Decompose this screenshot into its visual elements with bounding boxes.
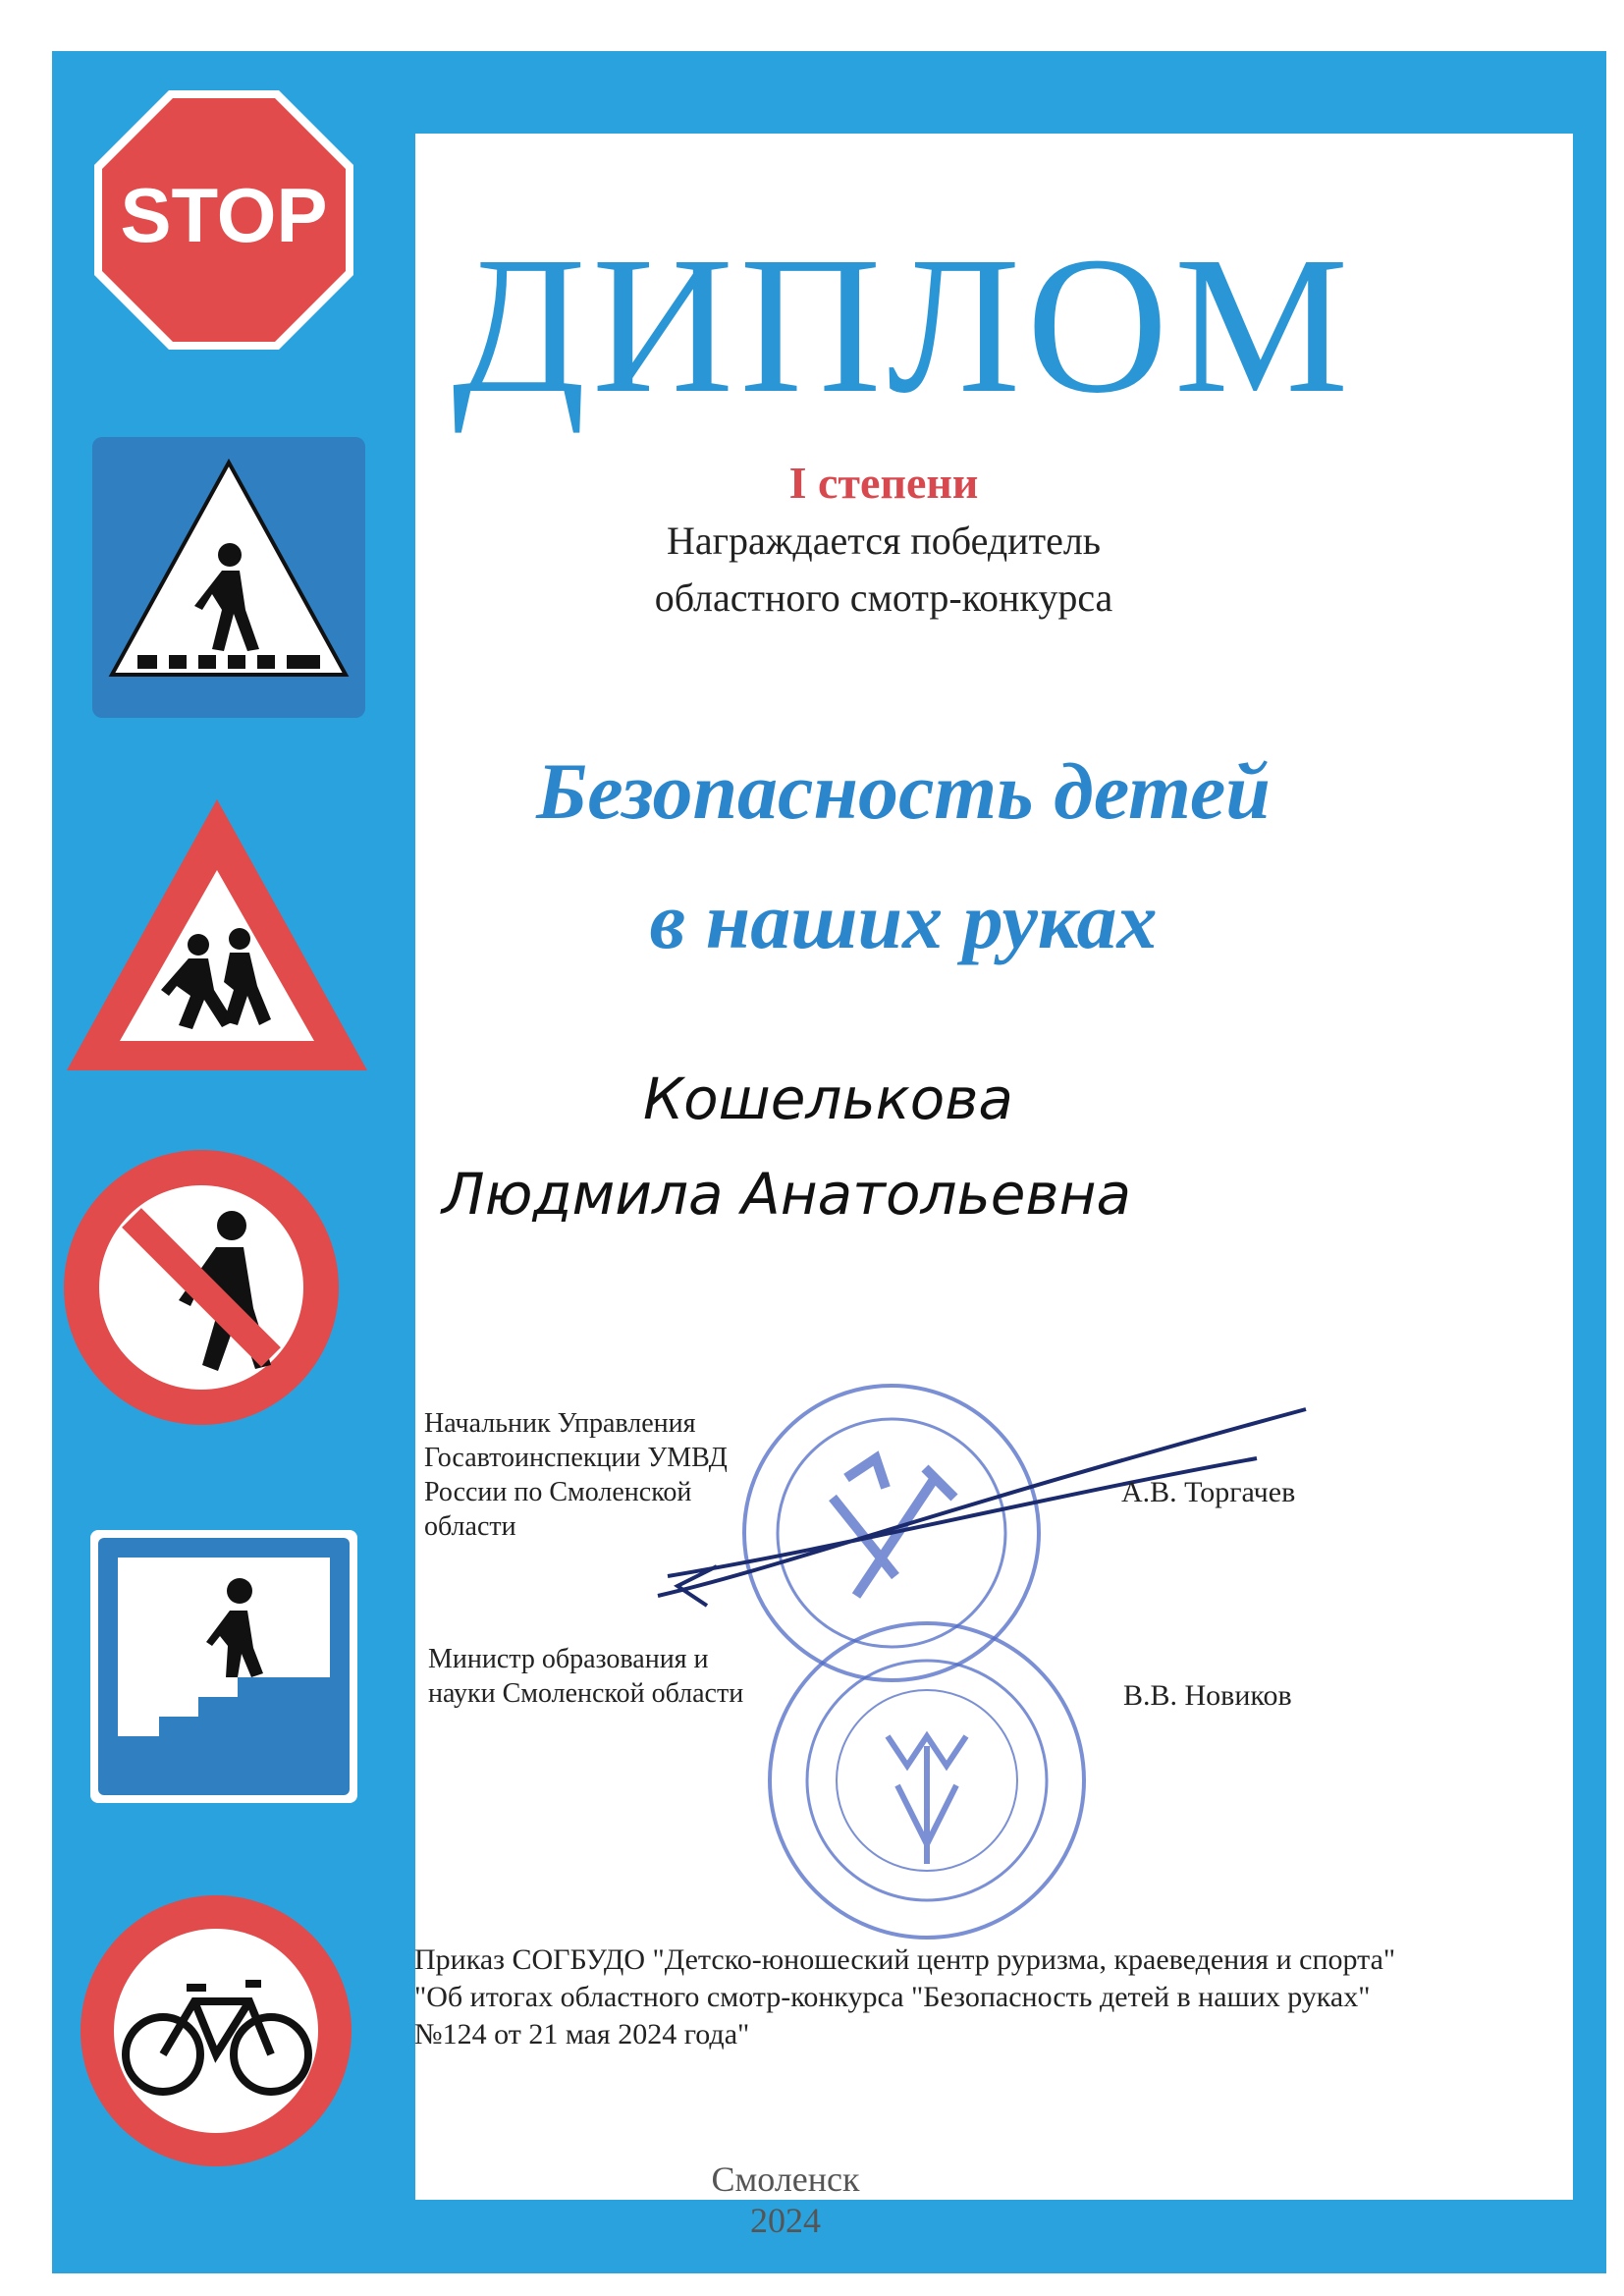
no-bicycles-sign-icon [79, 1893, 353, 2168]
signatory-2-position-line: Министр образования и [428, 1644, 709, 1674]
underground-crossing-sign-icon [90, 1530, 357, 1803]
recipient-name: Людмила Анатольевна [442, 1161, 1132, 1228]
signatory-1-position-line: области [424, 1511, 516, 1542]
signatory-2-name: В.В. Новиков [1123, 1679, 1292, 1712]
children-warning-sign-icon [61, 793, 373, 1078]
signatory-1-position-line: Начальник Управления [424, 1408, 696, 1439]
awarded-text [491, 513, 1276, 627]
recipient-surname: Кошелькова [643, 1066, 1013, 1132]
signatory-2-position [428, 1642, 743, 1711]
contest-line-2: в наших руках [649, 876, 1158, 965]
order-reference [414, 1941, 1504, 2053]
contest-name [412, 727, 1394, 986]
diploma-title: ДИПЛОМ [452, 217, 1355, 434]
pedestrian-crossing-sign-icon [92, 437, 365, 718]
signatory-1-position-line: Госавтоинспекции УМВД [424, 1443, 728, 1473]
signatory-1-position-line: России по Смоленской [424, 1477, 692, 1507]
signatory-2-position-line: науки Смоленской области [428, 1678, 744, 1709]
signatory-1-name: А.В. Торгачев [1121, 1476, 1296, 1508]
order-line-3: №124 от 21 мая 2024 года" [414, 2018, 750, 2050]
footer [589, 2159, 982, 2241]
footer-year: 2024 [750, 2201, 821, 2240]
no-pedestrians-sign-icon [61, 1147, 342, 1428]
order-line-1: Приказ СОГБУДО "Детско-юношеский центр руризма, краеведения и спорта" [414, 1943, 1396, 1976]
awarded-line-2: областного смотр-конкурса [654, 575, 1113, 620]
footer-city: Смоленск [711, 2159, 860, 2199]
order-line-2: "Об итогах областного смотр-конкурса "Безопасность детей в наших руках" [414, 1981, 1371, 2013]
stop-sign-label: STOP [120, 172, 328, 258]
ministry-stamp-icon [754, 1618, 1100, 1942]
signatory-1-position [424, 1406, 728, 1544]
stop-sign-icon [90, 86, 357, 354]
signature-scribble-icon [648, 1399, 1316, 1635]
awarded-line-1: Награждается победитель [666, 519, 1102, 563]
degree-label: I степени [788, 458, 979, 508]
contest-line-1: Безопасность детей [536, 746, 1271, 836]
